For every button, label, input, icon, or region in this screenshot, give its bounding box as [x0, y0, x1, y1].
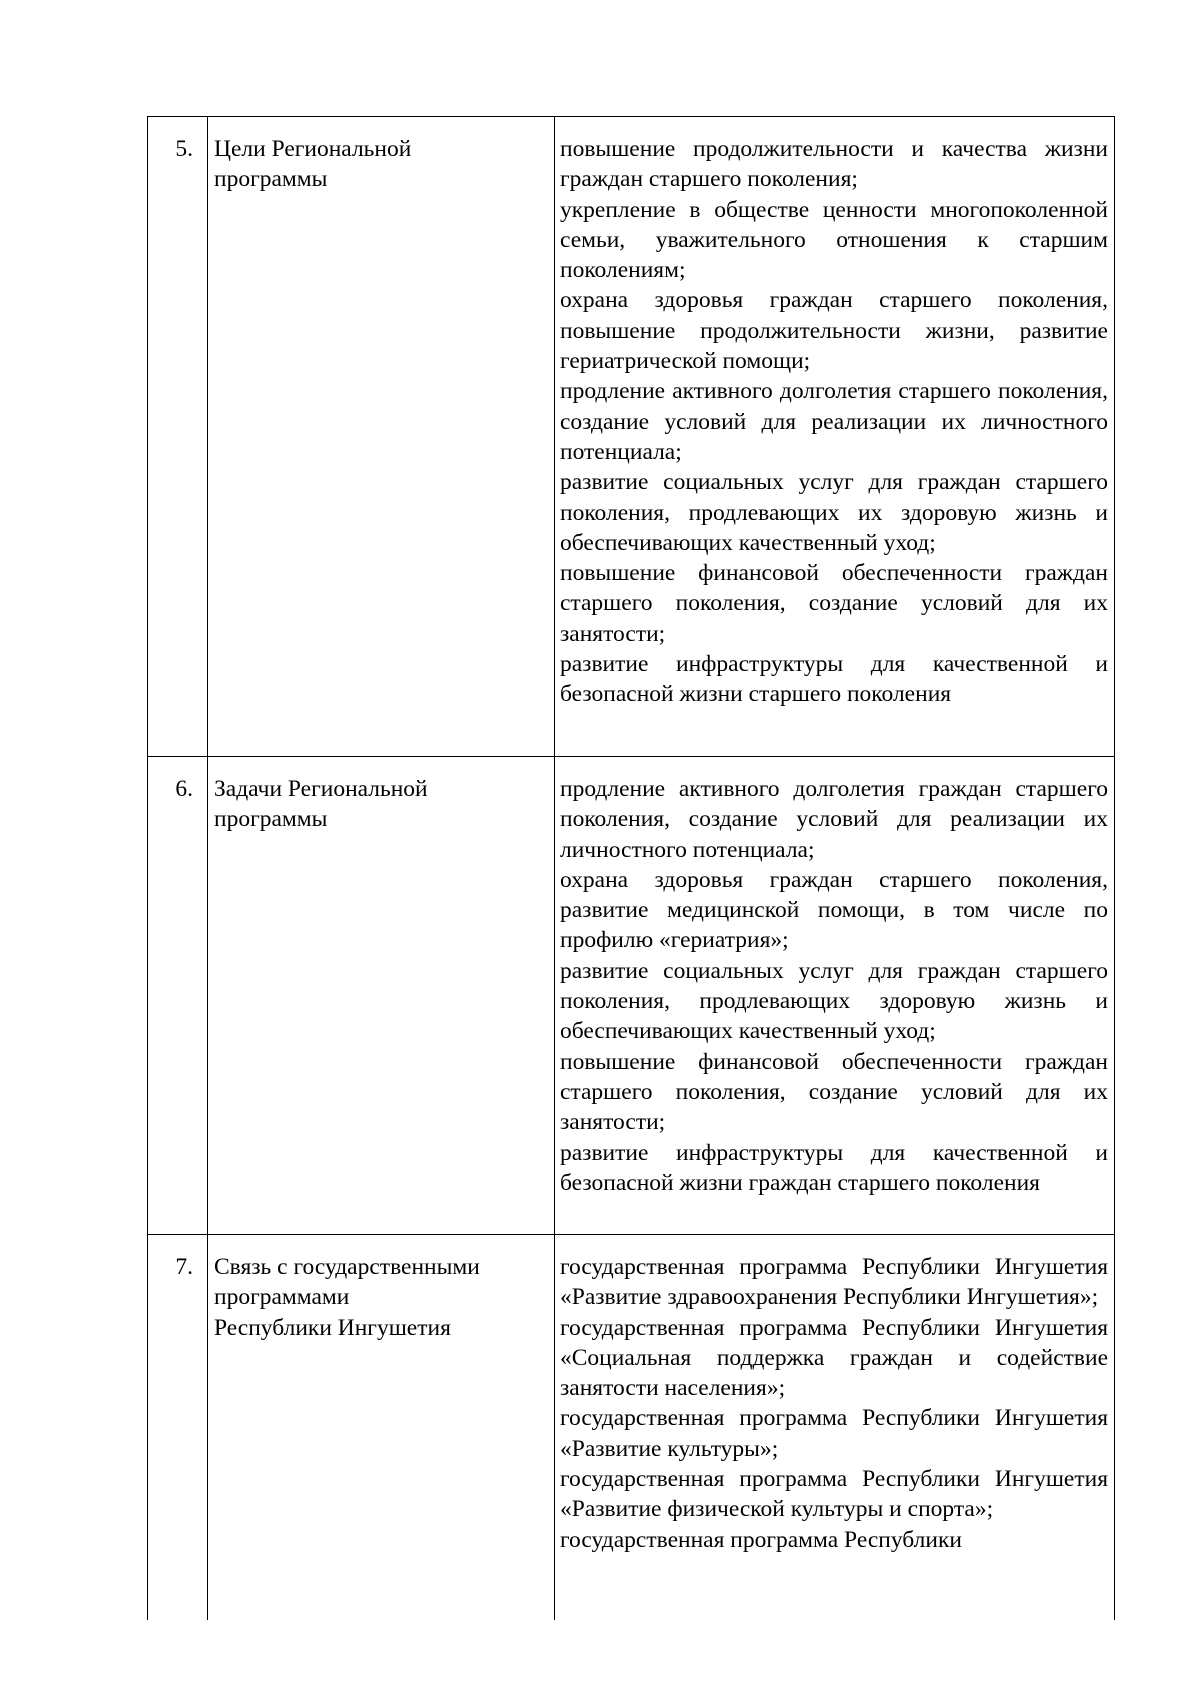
row-name-line: Республики Ингушетия	[214, 1314, 451, 1341]
table-row	[148, 757, 1115, 1235]
content-paragraph: повышение финансовой обеспеченности граждан старшего поколения, создание условий для их занятости;	[560, 560, 1108, 647]
content-paragraph: развитие инфраструктуры для качественной и безопасной жизни граждан старшего поколения	[560, 1139, 1108, 1196]
table-row	[148, 117, 1115, 757]
row-name-line: программы	[214, 806, 328, 833]
passport-table	[147, 116, 1115, 1620]
row-content-cell	[555, 117, 1115, 757]
row-content-cell	[555, 1235, 1115, 1621]
row-name-line: Цели Региональной	[214, 136, 412, 162]
content-paragraph: охрана здоровья граждан старшего поколения, повышение продолжительности жизни, развитие гериатрической помощи;	[560, 287, 1108, 375]
content-paragraph: государственная программа Республики Ингушетия «Развитие физической культуры и спорта»;	[560, 1466, 1108, 1523]
content-paragraph: развитие инфраструктуры для качественной и безопасной жизни старшего поколения	[560, 651, 1108, 708]
table-row	[148, 1235, 1115, 1621]
content-paragraph: государственная программа Республики	[560, 1526, 962, 1553]
row-number	[148, 1235, 208, 1621]
content-paragraph: государственная программа Республики Ингушетия «Развитие культуры»;	[560, 1405, 1108, 1462]
row-name-cell	[208, 1235, 555, 1621]
content-paragraph: продление активного долголетия старшего поколения, создание условий для реализации их личностного потенциала;	[560, 378, 1108, 465]
row-number-text: 6.	[175, 776, 193, 802]
row-number	[148, 117, 208, 757]
row-name-line: программами	[214, 1284, 350, 1311]
row-content-cell	[555, 757, 1115, 1235]
row-number-text: 7.	[175, 1254, 193, 1280]
row-name-line: Задачи Региональной	[214, 776, 428, 802]
content-paragraph: охрана здоровья граждан старшего поколения, развитие медицинской помощи, в том числе по профилю «гериатрия»;	[560, 866, 1108, 954]
content-paragraph: государственная программа Республики Ингушетия «Социальная поддержка граждан и содействие занятости населения»;	[560, 1314, 1108, 1402]
row-name-cell	[208, 117, 555, 757]
row-number	[148, 757, 208, 1235]
content-paragraph: государственная программа Республики Ингушетия «Развитие здравоохранения Республики Ингушетия»;	[560, 1254, 1108, 1311]
content-paragraph: повышение финансовой обеспеченности граждан старшего поколения, создание условий для их занятости;	[560, 1048, 1108, 1136]
content-paragraph: развитие социальных услуг для граждан старшего поколения, продлевающих здоровую жизнь и обеспечивающих качественный уход;	[560, 957, 1108, 1045]
row-name-cell	[208, 757, 555, 1235]
row-number-text: 5.	[175, 136, 193, 162]
content-paragraph: повышение продолжительности и качества жизни граждан старшего поколения;	[560, 136, 1108, 193]
content-paragraph: укрепление в обществе ценности многопоколенной семьи, уважительного отношения к старшим поколениям;	[560, 196, 1108, 284]
row-name-line: программы	[214, 166, 328, 193]
content-paragraph: продление активного долголетия граждан старшего поколения, создание условий для реализации их личностного потенциала;	[560, 776, 1108, 863]
content-paragraph: развитие социальных услуг для граждан старшего поколения, продлевающих их здоровую жизнь и обеспечивающих качественный уход;	[560, 469, 1108, 556]
row-name-line: Связь с государственными	[214, 1254, 480, 1280]
